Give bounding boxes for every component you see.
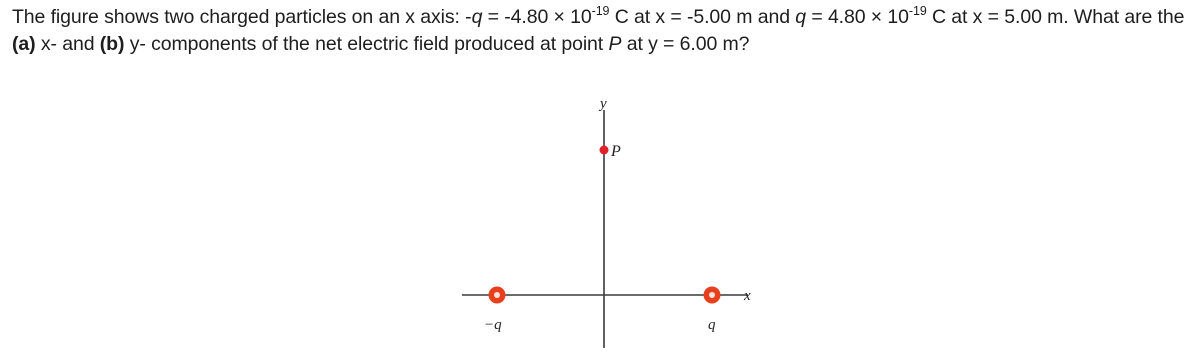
point-symbol: P — [608, 33, 622, 55]
positive-charge-label: q — [708, 317, 716, 333]
part-b-label: (b) — [99, 33, 125, 55]
charge-diagram — [440, 92, 800, 354]
question-fragment: C at x = -5.00 m and — [609, 6, 796, 28]
negative-charge-label: −q — [484, 317, 502, 333]
charge-symbol: q — [471, 6, 483, 28]
question-fragment: x- and — [35, 33, 100, 55]
question-fragment: C at x = 5.00 m. What are the — [926, 6, 1185, 28]
point-p-marker — [600, 146, 609, 155]
question-fragment: y- components of the net electric field produced at point — [124, 33, 609, 55]
question-fragment: = -4.80 × 10 — [482, 6, 592, 28]
x-axis-label: x — [744, 288, 751, 304]
point-p-label: P — [611, 143, 621, 160]
exponent: -19 — [908, 3, 927, 18]
part-a-label: (a) — [12, 33, 36, 55]
y-axis-label: y — [600, 96, 607, 112]
negative-charge-highlight — [494, 292, 500, 298]
question-fragment: = 4.80 × 10 — [806, 6, 909, 28]
exponent: -19 — [591, 3, 610, 18]
question-fragment: at y = 6.00 m? — [621, 33, 750, 55]
question-fragment: The figure shows two charged particles on an x axis: - — [12, 6, 472, 28]
positive-charge-highlight — [709, 292, 715, 298]
charge-symbol: q — [795, 6, 807, 28]
question-text — [12, 4, 1192, 58]
